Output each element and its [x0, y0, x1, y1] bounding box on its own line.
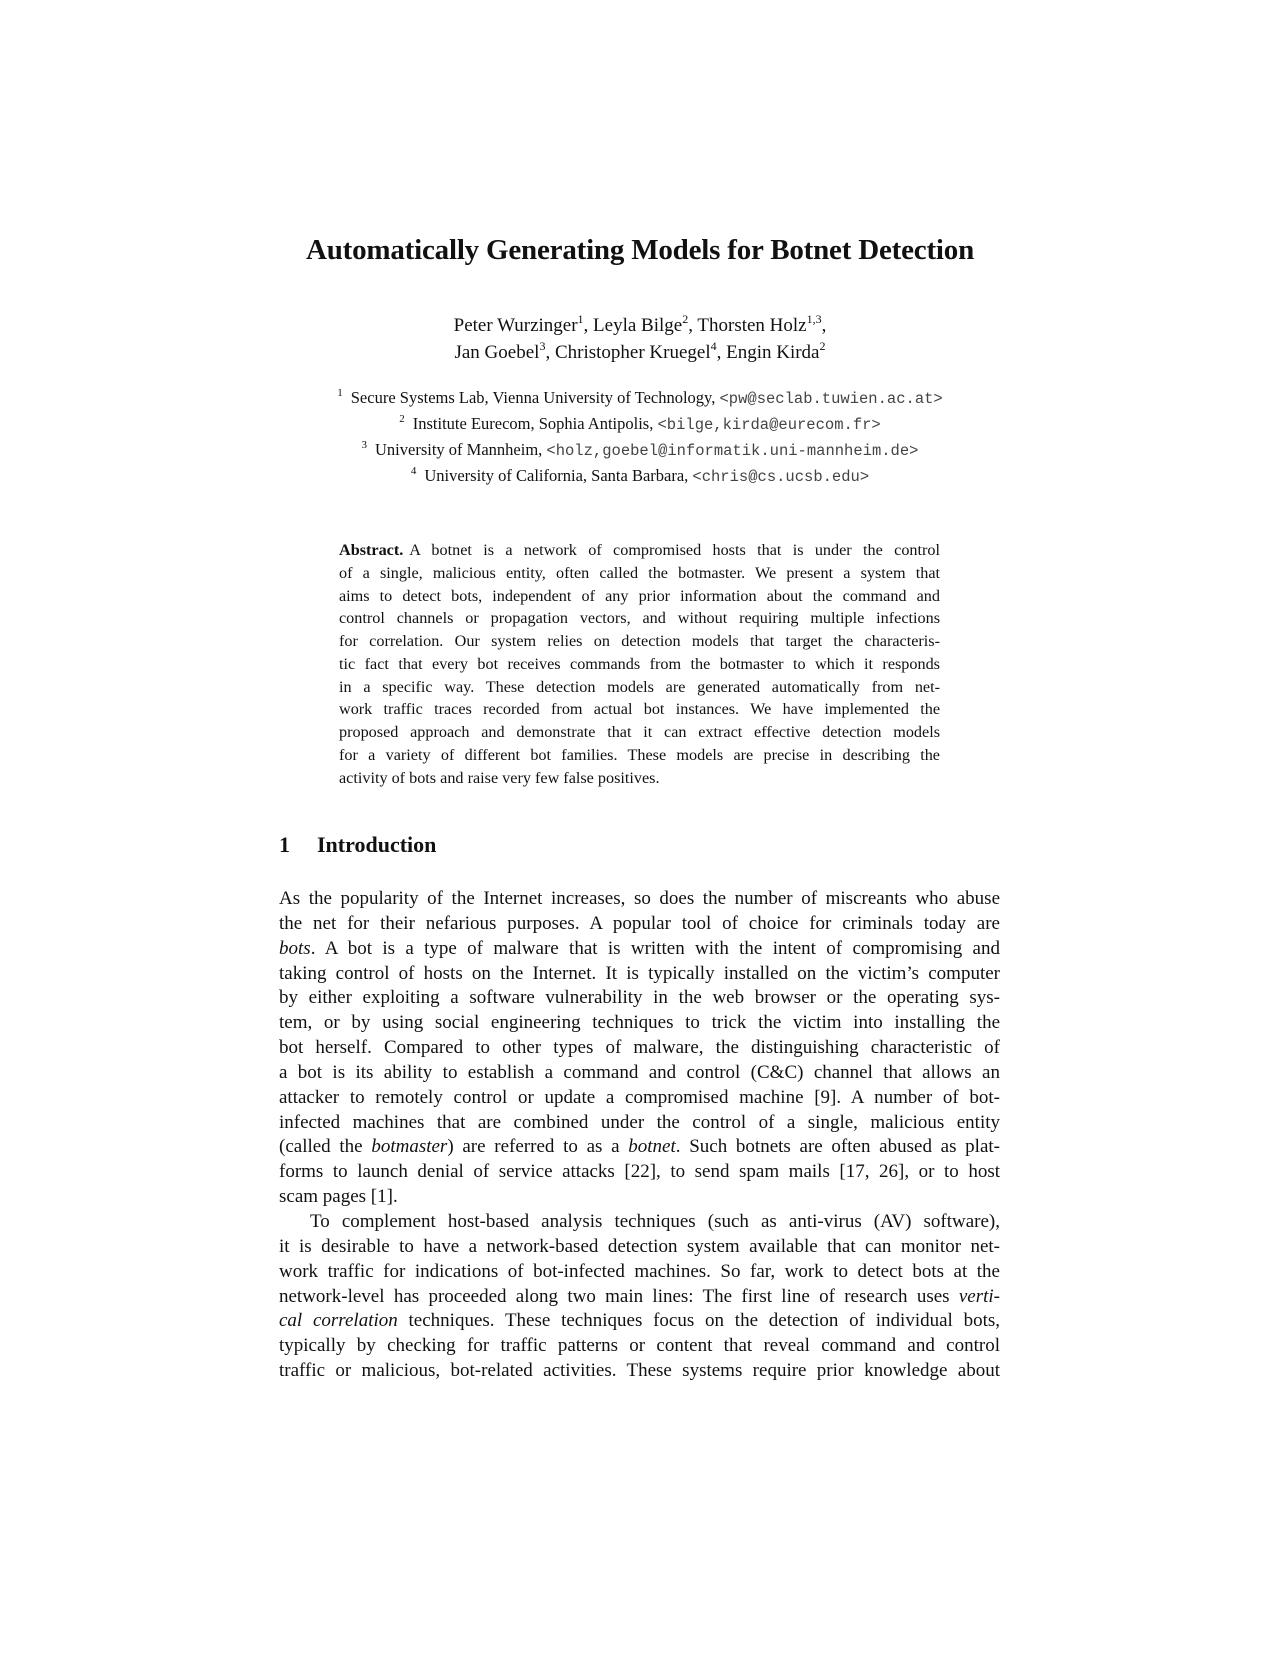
body-text: network-level has proceeded along two main lines: The first line of research uses: [279, 1285, 959, 1307]
body-line: [279, 1086, 1000, 1111]
author-line-2: [0, 340, 1280, 367]
abstract-line: [339, 721, 940, 744]
affiliation: [0, 412, 1280, 438]
affiliation: [0, 464, 1280, 490]
body-line: [279, 937, 1000, 962]
author-affiliation-mark: 1: [577, 312, 584, 326]
author-affiliation-mark: 4: [710, 339, 717, 353]
abstract: [339, 539, 940, 789]
body-text: To complement host-based analysis techniques (such as anti-virus (AV) software),: [310, 1210, 1000, 1232]
author-name: Engin Kirda: [726, 342, 820, 363]
author-name: Christopher Kruegel: [554, 342, 711, 363]
abstract-line: [339, 744, 940, 767]
author-affiliation-mark: 3: [539, 339, 546, 353]
abstract-text: in a specific way. These detection models are generated automatically from net-: [339, 677, 940, 696]
body-text: tem, or by using social engineering techniques to trick the victim into installing the: [279, 1012, 1000, 1034]
body-line: [279, 986, 1000, 1011]
section-number: 1: [279, 832, 290, 857]
body-text: scam pages [1].: [279, 1186, 398, 1208]
affiliation-text: University of California, Santa Barbara,: [424, 466, 693, 485]
body-text: typically by checking for traffic patterns or content that reveal command and control: [279, 1335, 1000, 1357]
body-text: the net for their nefarious purposes. A popular tool of choice for criminals today are: [279, 912, 1000, 934]
body-line: [279, 1111, 1000, 1136]
author-separator: ,: [821, 315, 827, 336]
emphasized-term: verti-: [958, 1285, 1000, 1307]
abstract-line: [339, 539, 940, 562]
affiliation-email: <pw@seclab.tuwien.ac.at>: [719, 390, 943, 408]
author-separator: ,: [545, 342, 555, 363]
abstract-text: for a variety of different bot families. These models are precise in describing the: [339, 745, 940, 764]
body-text: . A bot is a type of malware that is written with the intent of compromising and: [310, 937, 1000, 959]
author-name: Leyla Bilge: [593, 315, 683, 336]
body-text: (called the: [279, 1136, 372, 1158]
emphasized-term: bots: [279, 937, 311, 959]
abstract-line: [339, 698, 940, 721]
author-affiliation-mark: 2: [819, 339, 826, 353]
introduction-text: [279, 887, 1000, 1384]
abstract-line: [339, 585, 940, 608]
body-line: [279, 1011, 1000, 1036]
body-line: [279, 1334, 1000, 1359]
emphasized-term: botmaster: [371, 1136, 448, 1158]
body-line: [279, 1359, 1000, 1384]
affiliation-list: [0, 386, 1280, 490]
abstract-text: control channels or propagation vectors, and without requiring multiple infections: [339, 609, 940, 628]
body-text: traffic or malicious, bot-related activities. These systems require prior knowledge about: [279, 1360, 1000, 1382]
author-line-1: [0, 313, 1280, 340]
abstract-line: [339, 653, 940, 676]
body-text: a bot is its ability to establish a command and control (C&C) channel that allows an: [279, 1061, 1000, 1083]
body-text: it is desirable to have a network-based detection system available that can monitor net-: [279, 1235, 1000, 1257]
affiliation-number: 1: [337, 387, 343, 399]
body-line: [279, 1260, 1000, 1285]
body-text: . Such botnets are often abused as plat-: [675, 1136, 1001, 1158]
affiliation-text: Institute Eurecom, Sophia Antipolis,: [412, 414, 658, 433]
abstract-line: [339, 767, 940, 790]
author-separator: ,: [716, 342, 727, 363]
author-separator: ,: [688, 315, 698, 336]
affiliation-number: 2: [399, 413, 405, 425]
abstract-text: aims to detect bots, independent of any prior information about the command and: [339, 586, 940, 605]
abstract-text: work traffic traces recorded from actual bot instances. We have implemented the: [339, 700, 940, 719]
abstract-text: of a single, malicious entity, often called the botmaster. We present a system that: [339, 563, 940, 582]
body-text: techniques. These techniques focus on the detection of individual bots,: [397, 1310, 1000, 1332]
body-text: attacker to remotely control or update a compromised machine [9]. A number of bot-: [279, 1086, 1000, 1108]
abstract-line: [339, 630, 940, 653]
body-text: by either exploiting a software vulnerability in the web browser or the operating sys-: [279, 987, 1000, 1009]
author-name: Thorsten Holz: [697, 315, 807, 336]
affiliation-text: University of Mannheim,: [375, 440, 547, 459]
body-text: ) are referred to as a: [447, 1136, 629, 1158]
affiliation-number: 3: [361, 439, 368, 451]
body-line: [279, 1285, 1000, 1310]
body-line: [279, 1309, 1000, 1334]
body-line: [279, 962, 1000, 987]
author-separator: ,: [583, 315, 594, 336]
abstract-text: proposed approach and demonstrate that it can extract effective detection models: [339, 723, 940, 741]
author-name: Peter Wurzinger: [453, 315, 578, 336]
body-text: bot herself. Compared to other types of malware, the distinguishing characteristic of: [279, 1037, 1000, 1059]
abstract-text: A botnet is a network of compromised hosts that is under the control: [409, 541, 940, 559]
abstract-line: [339, 562, 940, 585]
section-heading: [279, 832, 436, 858]
body-line: [279, 912, 1000, 937]
author-affiliation-mark: 1,3: [806, 312, 822, 326]
abstract-text: for correlation. Our system relies on detection models that target the characteris-: [339, 632, 940, 650]
body-line: [279, 1036, 1000, 1061]
paper-title: Automatically Generating Models for Botnet Detection: [305, 234, 974, 266]
affiliation: [0, 386, 1280, 412]
emphasized-term: cal correlation: [279, 1310, 398, 1332]
body-line: [279, 1210, 1000, 1235]
body-line: [279, 1160, 1000, 1185]
body-text: taking control of hosts on the Internet. It is typically installed on the victim’s computer: [279, 962, 1000, 984]
body-text: As the popularity of the Internet increases, so does the number of miscreants who abuse: [279, 888, 1000, 909]
author-affiliation-mark: 2: [682, 312, 689, 326]
affiliation-email: <holz,goebel@informatik.uni-mannheim.de>: [546, 442, 919, 460]
emphasized-term: botnet: [628, 1136, 676, 1158]
body-line: [279, 1061, 1000, 1086]
body-text: work traffic for indications of bot-infected machines. So far, work to detect bots at the: [279, 1260, 1000, 1282]
abstract-label: Abstract.: [339, 541, 404, 559]
body-text: infected machines that are combined under the control of a single, malicious entity: [279, 1111, 1000, 1133]
body-line: [279, 1235, 1000, 1260]
affiliation-email: <bilge,kirda@eurecom.fr>: [657, 416, 881, 434]
abstract-line: [339, 676, 940, 699]
abstract-text: activity of bots and raise very few false positives.: [339, 768, 660, 787]
section-title: Introduction: [317, 832, 437, 857]
abstract-line: [339, 607, 940, 630]
affiliation-email: <chris@cs.ucsb.edu>: [692, 468, 870, 486]
author-name: Jan Goebel: [454, 342, 540, 363]
body-line: [279, 887, 1000, 912]
affiliation-text: Secure Systems Lab, Vienna University of Technology,: [350, 388, 720, 407]
body-line: [279, 1185, 1000, 1210]
affiliation-number: 4: [410, 465, 417, 477]
body-line: [279, 1135, 1000, 1160]
abstract-text: tic fact that every bot receives commands from the botmaster to which it responds: [339, 654, 940, 673]
affiliation: [0, 438, 1280, 464]
body-text: forms to launch denial of service attacks [22], to send spam mails [17, 26], or to host: [279, 1161, 1000, 1183]
author-list: [0, 313, 1280, 367]
